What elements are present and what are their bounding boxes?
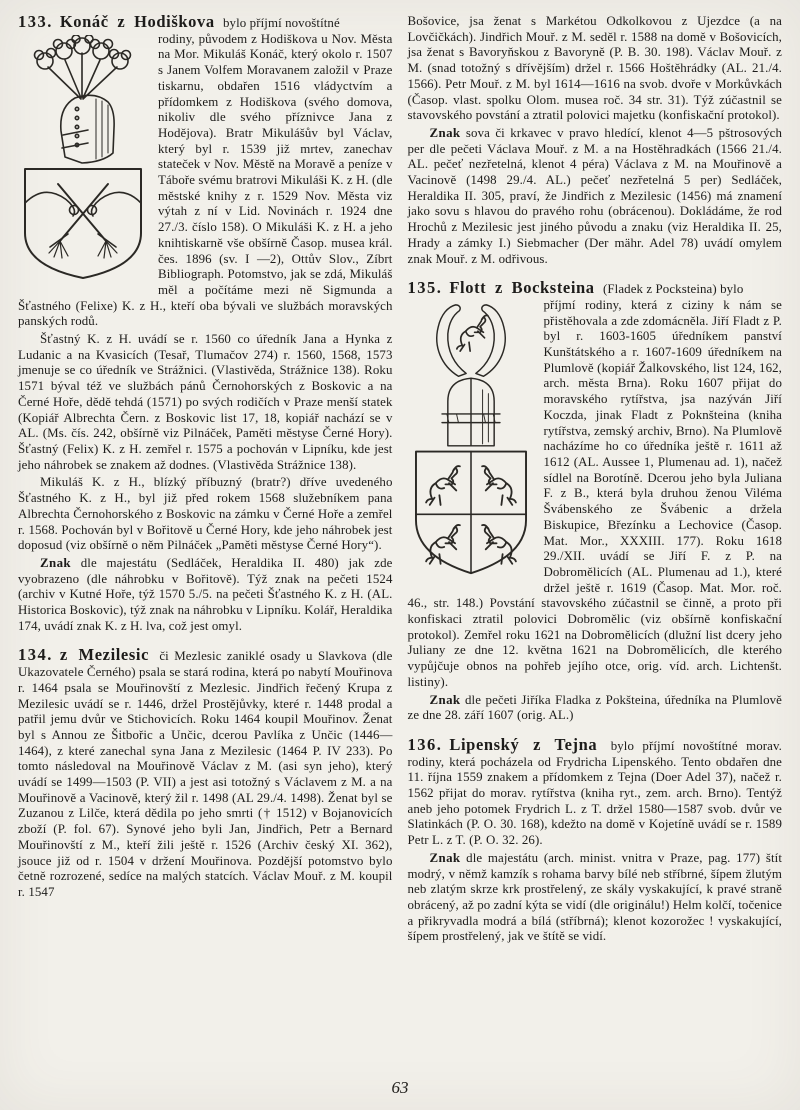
entry-134-heading-paragraph <box>18 647 393 900</box>
entry-133-number: 133. <box>18 12 53 31</box>
entry-134-continuation-paragraph: Bošovice, jsa ženat s Markétou Odkolkovou z Ujezdce (a na Lovčičkách). Jindřich Mouř. z M. seděl r. 1588 na domě v Bošovicích, jsa ženat s Bavoryňskou z Bavoryně (P. B. 30. 198). Václav Mouř. z M. (snad totožný s dřívějším) držel r. 1566 Hoštěhrádky (AL. 21./4. 1566). Petr Mouř. z M. byl 1614—1616 na svob. dvoře v Morkůvkách (Časop. vlast. spolku Olom. musea roč. 34 str. 31). Týž zúčastnil se stavovského povstání a ztratil polovici majetku (konfiskační protokol). <box>407 14 782 123</box>
entry-136-title: Lipenský z Tejna <box>449 734 598 754</box>
flott-coat-of-arms-image <box>408 301 534 579</box>
konac-coat-of-arms-image <box>18 35 148 283</box>
entry-135-znak-text: dle pečeti Jiříka Fladka z Pokšteina, úředníka na Plumlově ze dne 28. září 1607 (orig. AL.) <box>407 692 783 723</box>
entry-134-znak-text: sova či krkavec v pravo hledící, klenot 4—5 pštrosových per dle pečeti Václava Mouř. z M. a na Hostěhradkách (1566 21./4. AL. pečeť nezřetelná, klenot 4 péra) Václava z M. na Mouřinově a Vacinově (1498 29./4. AL.) pečeť nezřetelná 5 per) Sedláček, Heraldika II. 305, praví, že Jindřich z Mezilesic (1456) má znamení jako sovu s hlavou do pravého rohu (obrácenou). Dokládáme, že rod Hrochů z Mezilesic jest jiného původu a znaku (viz Heraldika II. 25, Hrady a zámky I.) Siebmacher (Der mähr. Adel 78) uvádí omylem znak Mouř. z M. odřivous. <box>407 125 783 266</box>
left-column <box>18 14 393 945</box>
entry-133-lead: bylo příjmí novoštítné <box>223 16 340 30</box>
entry-133-znak-text: dle majestátu (Sedláček, Heraldika II. 480) jak zde vyobrazeno (dle náhrobku v Bořitově). Týž znak na pečeti 1524 (archiv v Kutné Hoře, týž 1570 5./5. na pečeti Šťastného K. z H. (AL. Historica Boskovic), týž znak na náhrobku v Lipníku. Kolář, Heraldika 174, uvádí znak K. z H. lva, což jest omyl. <box>18 555 393 633</box>
entry-133-znak-label: Znak <box>40 555 71 570</box>
entry-135-znak-paragraph <box>408 693 783 724</box>
konac-coat-of-arms-drawing <box>18 35 148 283</box>
entry-133-paragraph-2: Šťastný K. z H. uvádí se r. 1560 co úředník Jana a Hynka z Ludanic a na Kvasicích (Tesař, Tlumačov 274) r. 1560, 1568, 1573 jmenuje se co úředník ve Strážnici. (Vlastivěda, Strážnice 138). Roku 1571 býval též ve službách pánů Černohorských z Boskovic a na Černé Hoře, dědě tehdá (1571) po svých rodičích v Praze menší statek (Kopiář Albrechta Čern. z Boskovic list 17, 18, kopiář nachází se v AL. (Ms. čís. 242, obšírně viz Pilnáček, Paměti městyse Černé Hory). Šťastný (Felix) K. z H. zemřel r. 1575 a pochován v Lipníku, kde jest jeho náhrobek se znakem až dodnes. (Vlastivěda Strážnice 138). <box>18 332 393 472</box>
entry-133-paragraph-3: Mikuláš K. z H., blízký příbuzný (bratr?) dříve uvedeného Šťastného K. z H., byl již před rokem 1568 služebníkem pana Albrechta Černohorského z Boskovic na zámku v Černé Hoře a zemřel r. 1568. Pochován byl v Bořitově u Černé Hory, kde jeho náhrobek jest doposud (viz obšírně o něm Pilnáček „Paměti městyse Černé Hory“). <box>18 475 393 553</box>
entry-135-lead: (Fladek z Pocksteina) bylo <box>602 282 744 297</box>
entry-134-text: či Mezlesic zaniklé osady u Slavkova (dle Ukazovatele Černého) psala se stará rodina, která po nabytí Mouřinova r. 1464 psala se Mouřinovští z Mezlesic. Jindřich řečený Krupa z Mezilesic uvádí se r. 1446, držel Prostějůvky, které r. 1448 prodal a patřil jemu dvůr ve Stichovicích. Roku 1464 koupil Mouřinov. Ženat byl s Annou ze Šitbořic a Unčic, dcerou Pavlíka z Unčic (1446—1464), z které zanechal syna Jana z Mezilesic (1464 P. IV 233). Po tomto následoval na Mouřinově Václav z M. (asi syn jeho), který uvádí se 1499—1503 (P. VII) a jest asi totožný s Václavem z M. a na Mouřinově a Vacinově, který žil r. 1498 (AL 29./4. 1498). Ženat byl se Zuzanou z Lilče, která dědila po jeho smrti († 1512) v Bojanovicích zboží (P. fol. 67). Synové jeho byli Jan, Jindřich, Petr a Bernard Mouřinovští z M., kteří žili ještě r. 1526 (Archiv český XI. 362), jsouce již od r. 1504 v držení Mouřinova. Pozdější potomstvo bylo četně rozrozené, sedíce na malých statcích. Václav Mouř. z M. koupil r. 1547 <box>18 649 393 899</box>
entry-136-znak-paragraph <box>408 851 783 945</box>
entry-133-paragraph-1: rodiny, původem z Hodiškova u Nov. Města na Mor. Mikuláš Konáč, který okolo r. 1507 s Janem Volfem Moravanem založil v Praze tiskarnu, obdařen 1516 vládyctvím a přídomkem z Hodiškova (svého domova, nikoliv dle svého příznivce Jana z Hodějova). Bratr Mikulášův byl Václav, který byl r. 1539 již mrtev, zanechav stateček v Nov. Městě na Moravě a peníze v Táboře svému bratrovi Mikuláši K. z H. (dle městské knihy z r. 1529 Nov. Města viz výtah z ní v Lid. Novinách r. 1924 dne 27./3. číslo 158). O Mikuláši K. z H. a jeho knihtiskarně vše obšírně Časop. musea král. čes. 1896 (sv. I —2), Ottův Slov., Zíbrt Bibliograph. Potomstvo, jak se zdá, Mikuláš měl a počítáme mezi ně Sigmunda a Šťastného (Felixe) K. z H., kteří oba bývali ve službách moravských panských rodů. <box>18 31 393 329</box>
page-number: 63 <box>391 1078 409 1097</box>
right-column <box>408 14 783 945</box>
entry-134-title: z Mezilesic <box>59 645 149 665</box>
entry-135-paragraph-1: příjmí rodiny, která z ciziny k nám se přistěhovala a zde zdomácněla. Jiří Fladt z P. byl r. 1603-1605 úředníkem panství Kunštátského a r. 1607-1609 úředníkem na Plumlově (kopiář Žalkovského, list 124, 162, arch. města Brna). Roku 1607 přijat do moravského rytířstva, jsa nazýván Jiří Koczda, jinak Fladt z Poknšteina (kniha rytířstva, zemský archiv, Brno). Na Plumlově nacházíme ho co úředníka ještě r. 1611 až 1612 (AL. Aussee 1, Plumenau ad. 1), načež sídlel na Borotíně. Dcerou jeho byla Juliana F. z B., která byla druhou ženou Viléma Švábenského ze Švábenic a držela Biskupice, Březínku a Lechovice (Časop. Mat. Mor., XXXIII. 177). Roku 1618 29./XII. uvádí se Jiří F. z P. na Dobromělicích (AL. Plumenau ad 1.), které držel ještě r. 1619 (Časop. Mat. Mor. roč. 46., str. 148.) Povstání stavovského zúčastnil se činně, a proto při konfiskaci ztratil polovici Dobromělic (viz obšírně konfiskační protokol). Zemřel roku 1621 na Dobromělicích (dlužní list dcery jeho Juliany ze dne 12. května 1621 na Dobromělicích, dle kterého vypůjčuje obnos na pohřeb jejího otce, orig. víd. arch. Lichtenšt. listiny). <box>407 297 782 689</box>
entry-136-znak-text: dle majestátu (arch. minist. vnitra v Praze, pag. 177) štít modrý, v němž kamzík s rohama barvy bílé neb stříbrné, šípem žlutým neb zlatým skrze krk prostřelený, ze skály vyskakující, k pravé straně obrácený, až po zadní kýta se vidí (dle originálu!) Helm kolčí, točenice a přikryvadla modrá a bílá (stříbrná); klenot kozorožec ! vyskakující, šípem prostřelený, jak ve štítě se vidí. <box>407 850 782 944</box>
entry-136-text: bylo příjmí novoštítné morav. rodiny, která pocházela od Frydricha Lipenského. Tento obdařen dne 11. října 1559 znakem a přídomkem z Tejna (Doer Adel 37), načež r. 1562 přijat do morav. rytířstva (kniha ryt., zem. arch. Brno). Tentýž aneb jeho potomek Frydrich L. z T. držel 1580—1587 svob. dvůr ve Slatinkách (P. O. 30. 168), kdežto na domě v Kojetíně uvádí se r. 1589 Petr L. z T. (P. O. 32. 26). <box>407 738 782 848</box>
entry-134-znak-label: Znak <box>429 125 461 140</box>
entry-133-znak-paragraph <box>18 556 393 635</box>
two-column-text-area <box>18 14 782 945</box>
entry-134-continuation <box>408 14 783 267</box>
entry-133-title: Konáč z Hodiškova <box>59 12 215 31</box>
entry-135-number: 135. <box>407 278 443 298</box>
entry-135-heading <box>408 280 783 298</box>
entry-133-heading <box>18 14 393 32</box>
entry-134-znak-paragraph <box>408 126 783 267</box>
entry-133 <box>18 14 393 634</box>
entry-135-znak-label: Znak <box>429 692 461 707</box>
entry-136-znak-label: Znak <box>429 850 461 865</box>
entry-136 <box>407 734 783 945</box>
entry-134-number: 134. <box>18 645 53 665</box>
entry-136-number: 136. <box>407 734 443 754</box>
entry-135 <box>408 280 783 724</box>
entry-134 <box>18 647 393 900</box>
flott-coat-of-arms-drawing <box>408 301 534 579</box>
entry-136-heading-paragraph <box>407 734 783 849</box>
entry-135-title: Flott z Bocksteina <box>449 278 595 298</box>
